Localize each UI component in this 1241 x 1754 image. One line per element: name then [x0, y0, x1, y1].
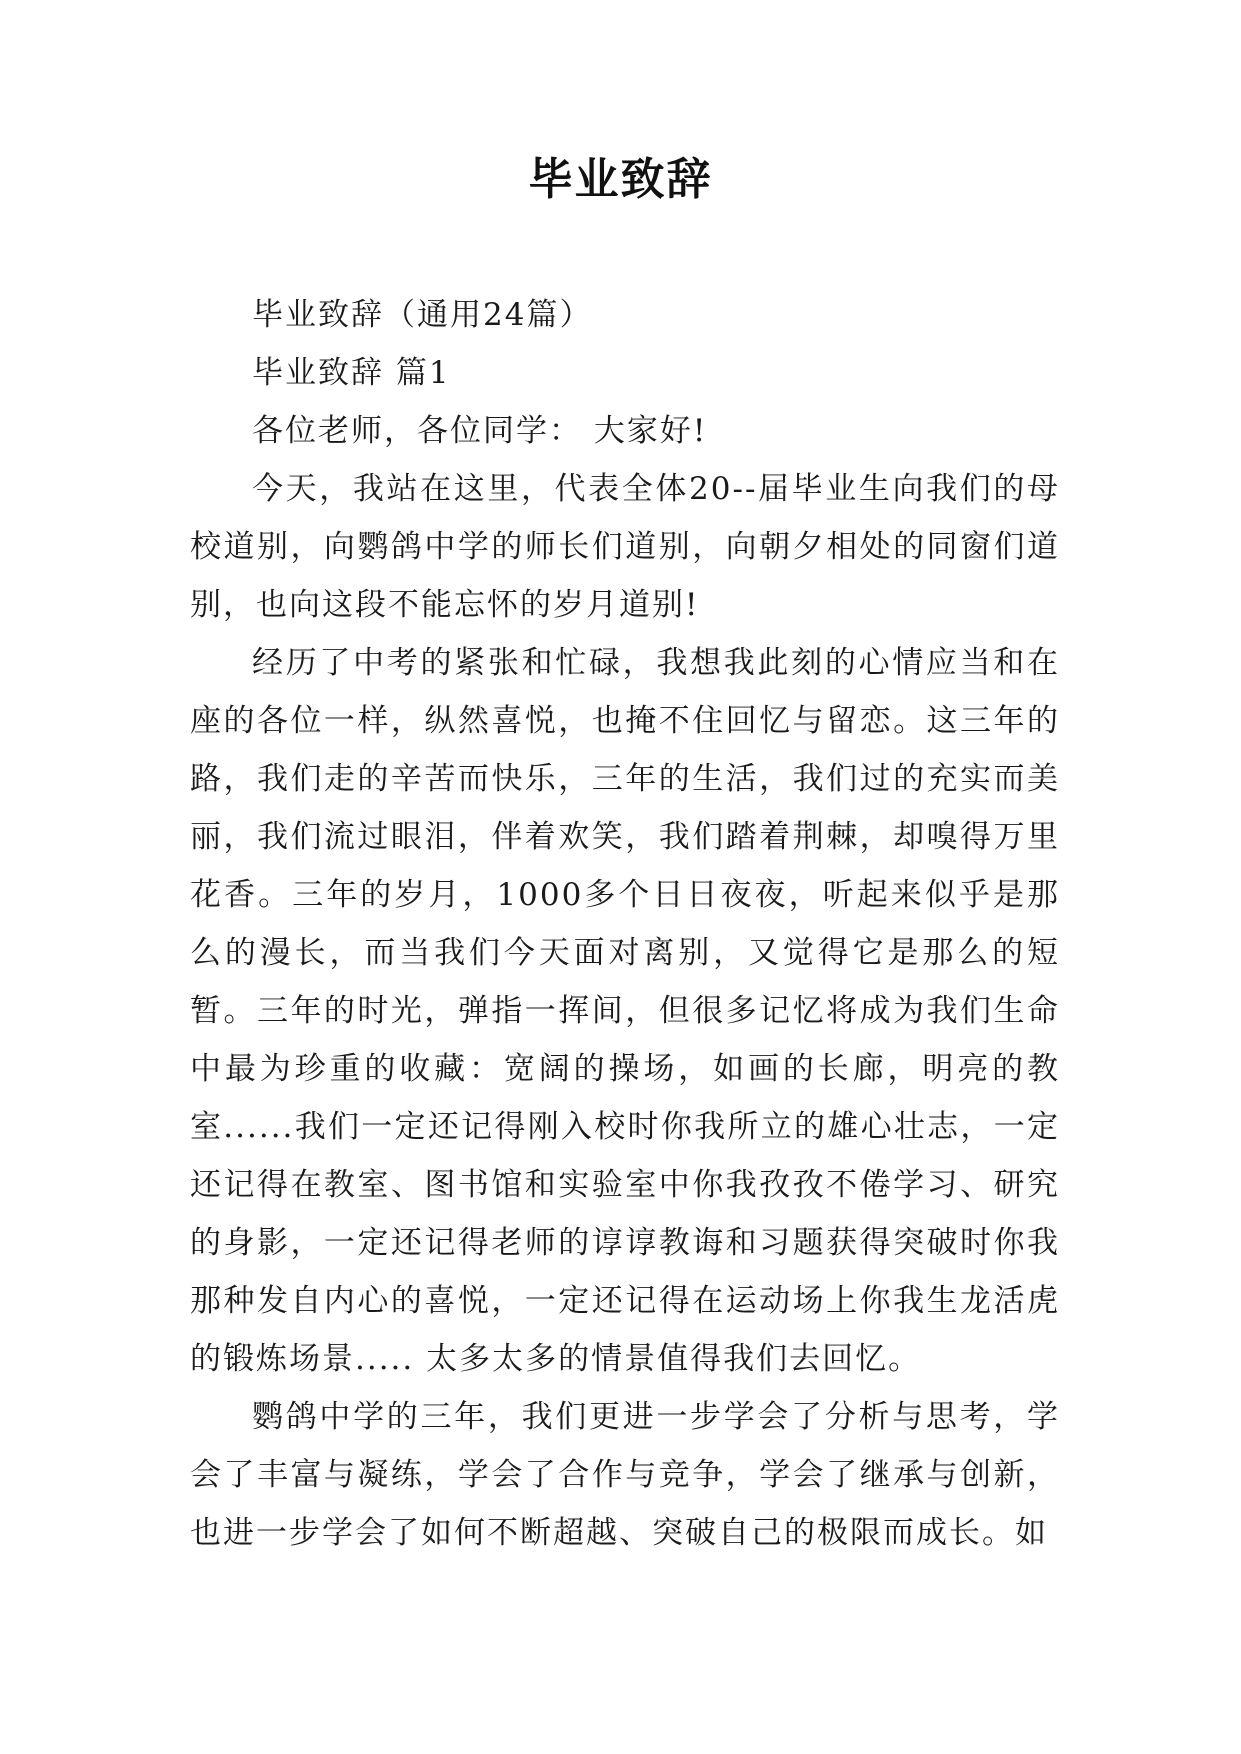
document-title: 毕业致辞	[528, 154, 713, 205]
document-body	[190, 286, 1060, 1562]
subtitle-paragraph: 毕业致辞（通用24篇）	[252, 297, 593, 333]
greeting-paragraph: 各位老师，各位同学： 大家好!	[252, 413, 708, 449]
section-heading: 毕业致辞 篇1	[252, 355, 451, 391]
body-paragraph: 鹦鸽中学的三年，我们更进一步学会了分析与思考，学会了丰富与凝练，学会了合作与竞争，学会了继承与创新，也进一步学会了如何不断超越、突破自己的极限而成长。如	[190, 1399, 1060, 1551]
body-paragraph: 今天，我站在这里，代表全体20--届毕业生向我们的母校道别，向鹦鸽中学的师长们道别，向朝夕相处的同窗们道别，也向这段不能忘怀的岁月道别!	[190, 471, 1060, 623]
body-paragraph: 经历了中考的紧张和忙碌，我想我此刻的心情应当和在座的各位一样，纵然喜悦，也掩不住回忆与留恋。这三年的路，我们走的辛苦而快乐，三年的生活，我们过的充实而美丽，我们流过眼泪，伴着欢笑，我们踏着荆棘，却嗅得万里花香。三年的岁月，1000多个日日夜夜，听起来似乎是那么的漫长，而当我们今天面对离别，又觉得它是那么的短暂。三年的时光，弹指一挥间，但很多记忆将成为我们生命中最为珍重的收藏：宽阔的操场，如画的长廊，明亮的教室......我们一定还记得刚入校时你我所立的雄心壮志，一定还记得在教室、图书馆和实验室中你我孜孜不倦学习、研究的身影，一定还记得老师的谆谆教诲和习题获得突破时你我那种发自内心的喜悦，一定还记得在运动场上你我生龙活虎的锻炼场景..... 太多太多的情景值得我们去回忆。	[190, 645, 1060, 1377]
